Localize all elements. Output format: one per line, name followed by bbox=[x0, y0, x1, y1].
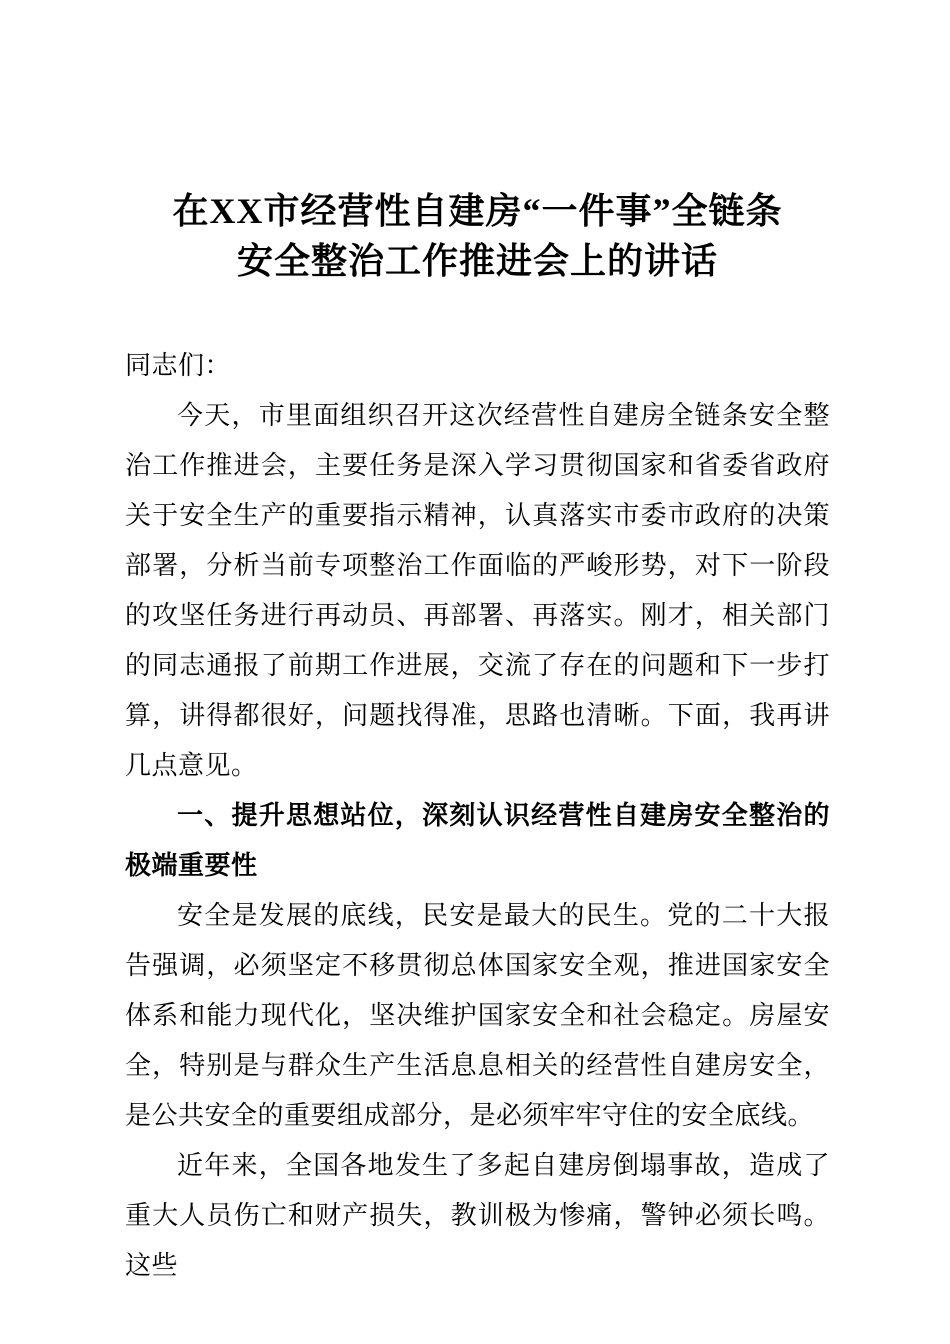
intro-paragraph: 今天，市里面组织召开这次经营性自建房全链条安全整治工作推进会，主要任务是深入学习贯彻国家和省委省政府关于安全生产的重要指示精神，认真落实市委市政府的决策部署，分析当前专项整治工作面临的严峻形势，对下一阶段的攻坚任务进行再动员、再部署、再落实。刚才，相关部门的同志通报了前期工作进展，交流了存在的问题和下一步打算，讲得都很好，问题找得准，思路也清晰。下面，我再讲几点意见。 bbox=[125, 400, 830, 780]
body-paragraph-1: 安全是发展的底线，民安是最大的民生。党的二十大报告强调，必须坚定不移贯彻总体国家安全观，推进国家安全体系和能力现代化，坚决维护国家安全和社会稳定。房屋安全，特别是与群众生产生活息息相关的经营性自建房安全，是公共安全的重要组成部分，是必须牢牢守住的安全底线。 bbox=[125, 900, 830, 1130]
salutation-paragraph: 同志们： bbox=[125, 350, 232, 380]
document-body bbox=[125, 340, 830, 1290]
document-content bbox=[125, 0, 830, 1290]
document-title bbox=[125, 186, 830, 286]
document-title-line-2: 安全整治工作推进会上的讲话 bbox=[236, 241, 718, 281]
document-title-line-1: 在XX市经营性自建房“一件事”全链条 bbox=[172, 191, 783, 231]
body-paragraph-2: 近年来，全国各地发生了多起自建房倒塌事故，造成了重大人员伤亡和财产损失，教训极为惨痛，警钟必须长鸣。这些 bbox=[125, 1150, 830, 1280]
section-heading-1: 一、提升思想站位，深刻认识经营性自建房安全整治的极端重要性 bbox=[125, 800, 830, 880]
